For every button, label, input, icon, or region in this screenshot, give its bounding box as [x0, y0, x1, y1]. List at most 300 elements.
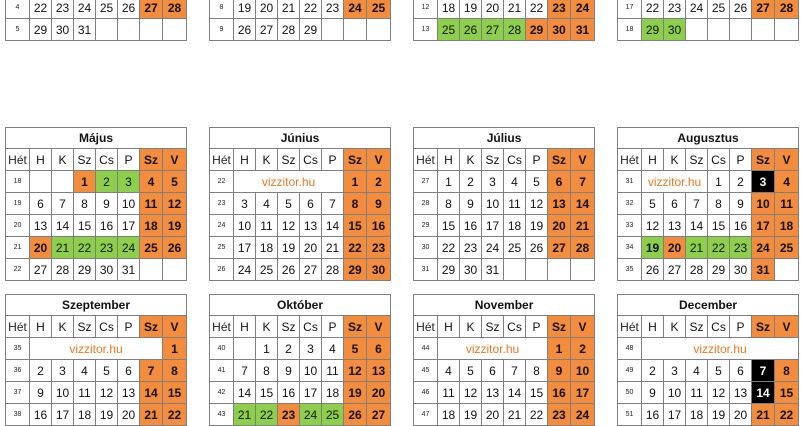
weekday-header: H	[234, 149, 256, 171]
day-cell: 25	[367, 0, 391, 19]
week-column-header: Hét	[210, 316, 234, 338]
day-cell: 22	[775, 404, 799, 426]
day-cell: 27	[548, 237, 571, 259]
empty-day-cell	[30, 171, 52, 193]
week-number: 27	[414, 171, 438, 193]
day-cell: 30	[460, 259, 482, 281]
week-row	[414, 259, 595, 281]
day-cell: 15	[775, 382, 799, 404]
day-cell: 17	[482, 215, 504, 237]
week-row	[618, 404, 799, 426]
week-row	[414, 404, 595, 426]
day-cell: 27	[752, 0, 775, 19]
weekday-header: K	[52, 149, 74, 171]
day-cell: 2	[367, 171, 391, 193]
day-cell: 22	[30, 0, 52, 19]
week-number: 21	[6, 237, 30, 259]
day-cell: 29	[344, 259, 367, 281]
week-row	[414, 19, 595, 41]
day-cell: 12	[526, 193, 548, 215]
day-cell: 18	[775, 215, 799, 237]
day-cell: 2	[30, 360, 52, 382]
day-cell: 10	[52, 382, 74, 404]
week-row	[210, 237, 391, 259]
day-cell: 11	[686, 382, 708, 404]
day-cell: 30	[548, 19, 571, 41]
week-row	[210, 360, 391, 382]
day-cell: 22	[163, 404, 187, 426]
day-cell: 22	[300, 0, 322, 19]
day-cell: 20	[300, 237, 322, 259]
day-cell: 16	[642, 404, 664, 426]
month-oktober	[209, 294, 391, 426]
weekday-header: Sz	[74, 316, 96, 338]
day-cell: 5	[344, 338, 367, 360]
day-cell: 15	[438, 215, 460, 237]
day-cell: 14	[322, 215, 344, 237]
week-row	[618, 215, 799, 237]
week-number: 47	[414, 404, 438, 426]
weekday-header: V	[163, 149, 187, 171]
week-row	[618, 193, 799, 215]
month-november	[413, 294, 595, 426]
day-cell: 24	[300, 404, 322, 426]
day-cell: 6	[664, 193, 686, 215]
week-row	[6, 259, 187, 281]
day-cell: 23	[52, 0, 74, 19]
day-cell: 28	[775, 0, 799, 19]
day-cell: 29	[30, 19, 52, 41]
weekday-header: Sz	[482, 149, 504, 171]
month-title: Július	[414, 128, 595, 149]
weekday-header: Cs	[300, 149, 322, 171]
day-cell: 19	[708, 404, 730, 426]
weekday-header: H	[438, 149, 460, 171]
day-cell: 28	[571, 237, 595, 259]
day-cell: 4	[438, 360, 460, 382]
day-cell: 15	[74, 215, 96, 237]
empty-day-cell	[504, 259, 526, 281]
day-cell: 7	[752, 360, 775, 382]
week-row	[618, 338, 799, 360]
day-cell: 6	[300, 193, 322, 215]
week-row	[618, 382, 799, 404]
empty-day-cell	[322, 19, 344, 41]
weekday-header: H	[438, 316, 460, 338]
day-cell: 4	[504, 171, 526, 193]
day-cell: 16	[30, 404, 52, 426]
week-number: 24	[210, 215, 234, 237]
day-cell: 15	[256, 382, 278, 404]
week-row	[618, 19, 799, 41]
week-row	[414, 360, 595, 382]
day-cell: 16	[548, 382, 571, 404]
day-cell: 9	[642, 382, 664, 404]
week-number: 31	[618, 171, 642, 193]
week-number: 40	[210, 338, 234, 360]
month-majus	[5, 127, 187, 281]
day-cell: 20	[367, 382, 391, 404]
empty-day-cell	[96, 19, 118, 41]
weekday-header: V	[163, 316, 187, 338]
day-cell: 7	[686, 193, 708, 215]
day-cell: 28	[52, 259, 74, 281]
day-cell: 11	[438, 382, 460, 404]
empty-day-cell	[367, 19, 391, 41]
month-title: Október	[210, 295, 391, 316]
week-number: 51	[618, 404, 642, 426]
week-number: 48	[618, 338, 642, 360]
month-table-2	[209, 0, 391, 41]
week-number: 29	[414, 215, 438, 237]
day-cell: 31	[74, 19, 96, 41]
day-cell: 25	[708, 0, 730, 19]
day-cell: 27	[300, 259, 322, 281]
day-cell: 7	[504, 360, 526, 382]
weekday-header: H	[234, 316, 256, 338]
weekday-header: Cs	[708, 316, 730, 338]
weekday-header: Sz	[140, 316, 163, 338]
week-number: 20	[6, 215, 30, 237]
weekday-header: Cs	[504, 316, 526, 338]
week-row	[618, 259, 799, 281]
weekday-header: Sz	[548, 316, 571, 338]
week-number: 22	[210, 171, 234, 193]
day-cell: 24	[686, 0, 708, 19]
week-number: 17	[618, 0, 642, 19]
weekday-header: V	[571, 149, 595, 171]
empty-day-cell	[686, 19, 708, 41]
day-cell: 8	[526, 360, 548, 382]
day-cell: 13	[548, 193, 571, 215]
month-table-4	[617, 0, 799, 41]
brand-label: vizzitor.hu	[30, 338, 163, 360]
day-cell: 21	[140, 404, 163, 426]
day-cell: 22	[74, 237, 96, 259]
day-cell: 28	[163, 0, 187, 19]
day-cell: 1	[256, 338, 278, 360]
week-number: 36	[6, 360, 30, 382]
weekday-header: K	[256, 316, 278, 338]
week-number: 33	[618, 215, 642, 237]
weekday-header: K	[664, 316, 686, 338]
day-cell: 12	[642, 215, 664, 237]
week-number: 8	[210, 0, 234, 19]
day-cell: 26	[730, 0, 752, 19]
week-number: 38	[6, 404, 30, 426]
weekday-header: K	[664, 149, 686, 171]
day-cell: 15	[344, 215, 367, 237]
day-cell: 3	[300, 338, 322, 360]
weekday-header: V	[571, 316, 595, 338]
day-cell: 12	[163, 193, 187, 215]
day-cell: 7	[571, 171, 595, 193]
day-cell: 13	[30, 215, 52, 237]
day-cell: 2	[730, 171, 752, 193]
week-number: 30	[414, 237, 438, 259]
month-table-1	[5, 0, 187, 41]
week-number: 19	[6, 193, 30, 215]
month-table-3	[413, 0, 595, 41]
weekday-header: K	[256, 149, 278, 171]
day-cell: 11	[504, 193, 526, 215]
brand-label: vizzitor.hu	[642, 338, 799, 360]
day-cell: 24	[571, 0, 595, 19]
day-cell: 19	[278, 237, 300, 259]
day-cell: 10	[234, 215, 256, 237]
day-cell: 4	[140, 171, 163, 193]
day-cell: 17	[300, 382, 322, 404]
day-cell: 14	[571, 193, 595, 215]
week-row	[414, 171, 595, 193]
week-row	[618, 171, 799, 193]
week-number: 23	[210, 193, 234, 215]
day-cell: 14	[52, 215, 74, 237]
week-number: 41	[210, 360, 234, 382]
day-cell: 26	[526, 237, 548, 259]
empty-day-cell	[548, 259, 571, 281]
day-cell: 24	[752, 237, 775, 259]
week-row	[6, 19, 187, 41]
day-cell: 27	[482, 19, 504, 41]
day-cell: 9	[460, 193, 482, 215]
day-cell: 30	[52, 19, 74, 41]
weekday-header: Cs	[708, 149, 730, 171]
day-cell: 11	[74, 382, 96, 404]
week-row	[618, 237, 799, 259]
day-cell: 28	[504, 19, 526, 41]
day-cell: 19	[460, 0, 482, 19]
weekday-header: H	[30, 316, 52, 338]
day-cell: 17	[118, 215, 140, 237]
day-cell: 5	[460, 360, 482, 382]
day-cell: 16	[730, 215, 752, 237]
week-row	[6, 404, 187, 426]
week-row	[414, 237, 595, 259]
day-cell: 23	[730, 237, 752, 259]
day-cell: 26	[642, 259, 664, 281]
day-cell: 17	[664, 404, 686, 426]
week-row	[6, 360, 187, 382]
week-number: 28	[414, 193, 438, 215]
empty-day-cell	[775, 259, 799, 281]
day-cell: 25	[140, 237, 163, 259]
day-cell: 7	[140, 360, 163, 382]
month-title: November	[414, 295, 595, 316]
day-cell: 26	[163, 237, 187, 259]
day-cell: 4	[775, 171, 799, 193]
day-cell: 22	[344, 237, 367, 259]
empty-day-cell	[775, 19, 799, 41]
day-cell: 5	[96, 360, 118, 382]
week-row	[6, 193, 187, 215]
day-cell: 24	[234, 259, 256, 281]
week-number: 44	[414, 338, 438, 360]
day-cell: 2	[278, 338, 300, 360]
day-cell: 18	[140, 215, 163, 237]
day-cell: 21	[504, 0, 526, 19]
day-cell: 29	[438, 259, 460, 281]
day-cell: 18	[686, 404, 708, 426]
day-cell: 26	[278, 259, 300, 281]
day-cell: 18	[504, 215, 526, 237]
day-cell: 30	[96, 259, 118, 281]
day-cell: 23	[460, 237, 482, 259]
day-cell: 19	[163, 215, 187, 237]
day-cell: 2	[642, 360, 664, 382]
week-row	[210, 19, 391, 41]
day-cell: 27	[367, 404, 391, 426]
weekday-header: Sz	[482, 316, 504, 338]
day-cell: 26	[344, 404, 367, 426]
brand-label: vizzitor.hu	[234, 171, 344, 193]
month-szeptember	[5, 294, 187, 426]
day-cell: 19	[96, 404, 118, 426]
week-number: 45	[414, 360, 438, 382]
month-title: Június	[210, 128, 391, 149]
day-cell: 21	[278, 0, 300, 19]
weekday-header: P	[526, 149, 548, 171]
weekday-header: V	[775, 316, 799, 338]
week-number: 34	[618, 237, 642, 259]
day-cell: 5	[163, 171, 187, 193]
day-cell: 1	[438, 171, 460, 193]
day-cell: 19	[344, 382, 367, 404]
empty-day-cell	[118, 19, 140, 41]
day-cell: 21	[504, 404, 526, 426]
day-cell: 27	[30, 259, 52, 281]
month-title: Augusztus	[618, 128, 799, 149]
day-cell: 16	[460, 215, 482, 237]
day-cell: 3	[664, 360, 686, 382]
day-cell: 8	[708, 193, 730, 215]
day-cell: 31	[118, 259, 140, 281]
day-cell: 20	[30, 237, 52, 259]
day-cell: 5	[708, 360, 730, 382]
day-cell: 15	[163, 382, 187, 404]
week-number: 4	[6, 0, 30, 19]
day-cell: 10	[752, 193, 775, 215]
day-cell: 25	[322, 404, 344, 426]
week-column-header: Hét	[6, 316, 30, 338]
week-row	[6, 215, 187, 237]
day-cell: 13	[664, 215, 686, 237]
week-number: 31	[414, 259, 438, 281]
day-cell: 14	[234, 382, 256, 404]
day-cell: 5	[526, 171, 548, 193]
day-cell: 15	[708, 215, 730, 237]
week-column-header: Hét	[618, 316, 642, 338]
day-cell: 12	[344, 360, 367, 382]
day-cell: 14	[752, 382, 775, 404]
weekday-header: Sz	[548, 149, 571, 171]
week-number: 49	[618, 360, 642, 382]
day-cell: 28	[278, 19, 300, 41]
day-cell: 29	[74, 259, 96, 281]
day-cell: 17	[571, 382, 595, 404]
day-cell: 3	[482, 171, 504, 193]
week-number: 43	[210, 404, 234, 426]
month-title: Május	[6, 128, 187, 149]
week-row	[6, 382, 187, 404]
day-cell: 18	[74, 404, 96, 426]
week-row	[618, 0, 799, 19]
day-cell: 30	[664, 19, 686, 41]
week-row	[414, 382, 595, 404]
day-cell: 1	[163, 338, 187, 360]
day-cell: 2	[460, 171, 482, 193]
week-row	[414, 215, 595, 237]
weekday-header: Cs	[504, 149, 526, 171]
weekday-header: Sz	[686, 316, 708, 338]
weekday-header: K	[460, 316, 482, 338]
day-cell: 12	[460, 382, 482, 404]
day-cell: 23	[96, 237, 118, 259]
week-number: 35	[618, 259, 642, 281]
week-row	[210, 171, 391, 193]
weekday-header: Sz	[686, 149, 708, 171]
day-cell: 25	[504, 237, 526, 259]
day-cell: 3	[234, 193, 256, 215]
day-cell: 14	[504, 382, 526, 404]
day-cell: 22	[708, 237, 730, 259]
day-cell: 16	[278, 382, 300, 404]
day-cell: 5	[642, 193, 664, 215]
day-cell: 3	[752, 171, 775, 193]
day-cell: 26	[234, 19, 256, 41]
day-cell: 20	[256, 0, 278, 19]
empty-day-cell	[730, 19, 752, 41]
day-cell: 9	[96, 193, 118, 215]
week-number: 18	[618, 19, 642, 41]
day-cell: 8	[256, 360, 278, 382]
day-cell: 10	[118, 193, 140, 215]
day-cell: 8	[163, 360, 187, 382]
week-number: 22	[6, 259, 30, 281]
week-number: 25	[210, 237, 234, 259]
weekday-header: H	[642, 149, 664, 171]
day-cell: 13	[730, 382, 752, 404]
day-cell: 4	[686, 360, 708, 382]
brand-label: vizzitor.hu	[438, 338, 548, 360]
weekday-header: K	[460, 149, 482, 171]
day-cell: 13	[118, 382, 140, 404]
day-cell: 30	[367, 259, 391, 281]
week-column-header: Hét	[414, 149, 438, 171]
day-cell: 19	[526, 215, 548, 237]
day-cell: 29	[708, 259, 730, 281]
day-cell: 12	[278, 215, 300, 237]
day-cell: 25	[775, 237, 799, 259]
weekday-header: P	[118, 149, 140, 171]
day-cell: 20	[664, 237, 686, 259]
week-row	[6, 237, 187, 259]
day-cell: 24	[571, 404, 595, 426]
day-cell: 12	[708, 382, 730, 404]
month-julius	[413, 127, 595, 281]
weekday-header: Sz	[752, 316, 775, 338]
day-cell: 7	[322, 193, 344, 215]
weekday-header: H	[642, 316, 664, 338]
week-number: 50	[618, 382, 642, 404]
day-cell: 23	[367, 237, 391, 259]
week-row	[210, 215, 391, 237]
day-cell: 24	[344, 0, 367, 19]
week-number: 9	[210, 19, 234, 41]
day-cell: 27	[664, 259, 686, 281]
day-cell: 24	[482, 237, 504, 259]
day-cell: 6	[30, 193, 52, 215]
